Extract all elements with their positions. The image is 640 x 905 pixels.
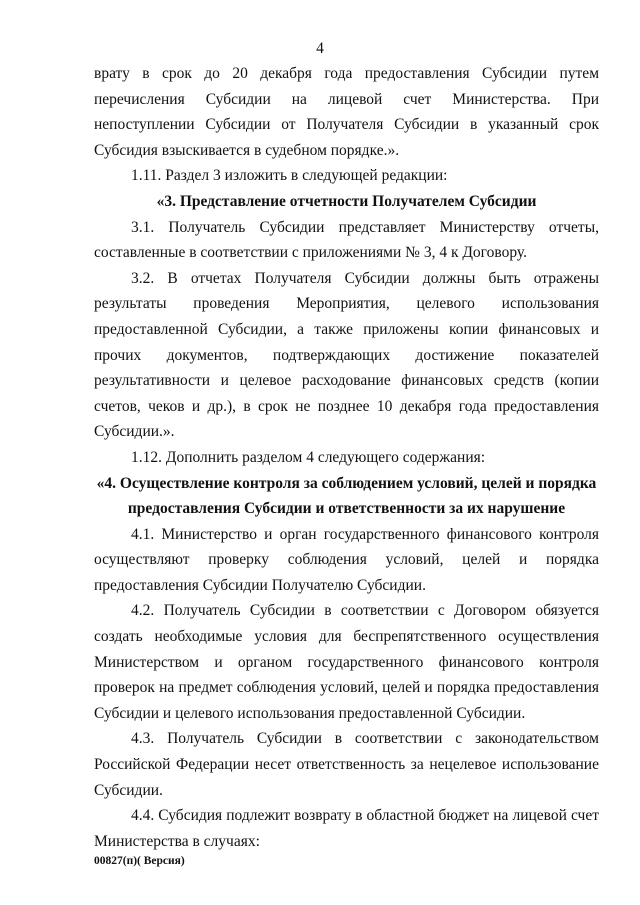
section-4-heading: «4. Осуществление контроля за соблюдением условий, целей и порядка предоставления Субсидии и ответственности за их нарушение	[96, 474, 597, 518]
document-footer-code: 00827(п)( Версия)	[94, 855, 185, 867]
paragraph-4-4: 4.4. Субсидия подлежит возврату в областной бюджет на лицевой счет Министерства в случаях:	[94, 807, 599, 850]
paragraph-4-2: 4.2. Получатель Субсидии в соответствии с Договором обязуется создать необходимые условия для беспрепятственного осуществления Министерством и органом государственного финансового контроля проверок на предмет соблюдения условий, целей и порядка предоставления Субсидии и целевого использования предоставленной Субсидии.	[94, 602, 599, 722]
paragraph-1-11: 1.11. Раздел 3 изложить в следующей редакции:	[131, 167, 448, 185]
section-3-heading: «3. Представление отчетности Получателем Субсидии	[156, 192, 537, 210]
paragraph-4-3: 4.3. Получатель Субсидии в соответствии с законодательством Российской Федерации несет ответственность за нецелевое использование Субсидии.	[94, 730, 599, 799]
paragraph-3-2: 3.2. В отчетах Получателя Субсидии должны быть отражены результаты проведения Мероприятия, целевого использования предоставленной Субсидии, а также приложены копии финансовых и прочих документов, подтверждающих достижение показателей результативности и целевое расходование финансовых средств (копии счетов, чеков и др.), в срок не позднее 10 декабря года предоставления Субсидии.».	[94, 269, 599, 441]
document-body	[94, 61, 599, 854]
paragraph-3-1: 3.1. Получатель Субсидии представляет Министерству отчеты, составленные в соответствии с приложениями № 3, 4 к Договору.	[94, 218, 599, 262]
paragraph-1-12: 1.12. Дополнить разделом 4 следующего содержания:	[131, 448, 486, 466]
paragraph-continuation: врату в срок до 20 декабря года предоставления Субсидии путем перечисления Субсидии на лицевой счет Министерства. При непоступлении Субсидии от Получателя Субсидии в указанный срок Субсидия взыскивается в судебном порядке.».	[94, 65, 599, 159]
paragraph-4-1: 4.1. Министерство и орган государственного финансового контроля осуществляют проверку соблюдения условий, целей и порядка предоставления Субсидии Получателю Субсидии.	[94, 525, 599, 594]
page-number: 4	[316, 40, 324, 57]
